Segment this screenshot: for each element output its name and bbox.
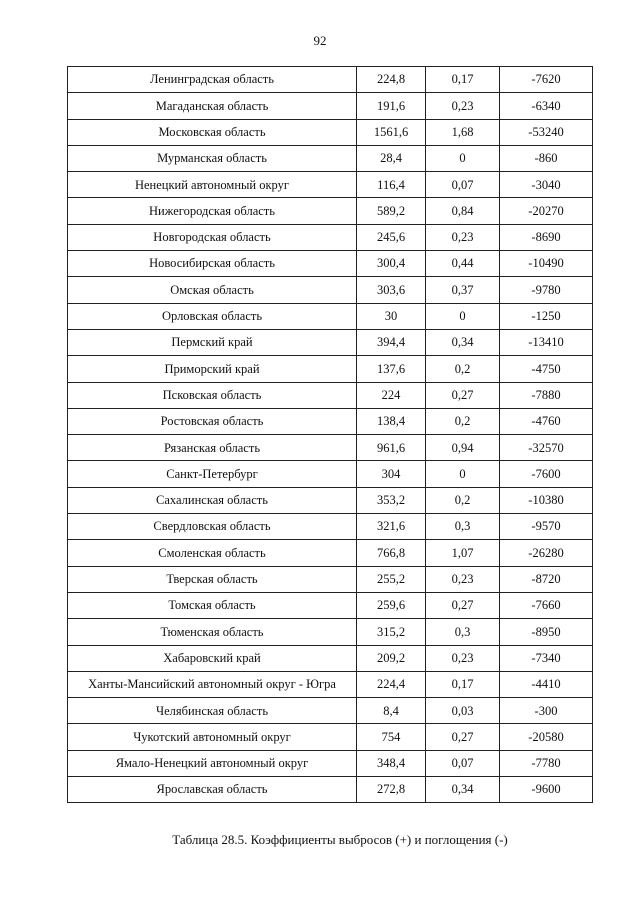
coefficient-cell: 0,27	[426, 724, 500, 750]
table-row	[68, 329, 593, 355]
coefficient-cell: 0,23	[426, 645, 500, 671]
value-cell: 224,8	[357, 67, 426, 93]
coefficient-cell: 0,2	[426, 487, 500, 513]
value-cell: 30	[357, 303, 426, 329]
value-cell: 315,2	[357, 619, 426, 645]
coefficient-cell: 1,07	[426, 540, 500, 566]
balance-cell: -1250	[500, 303, 593, 329]
table-row	[68, 619, 593, 645]
region-cell: Пермский край	[68, 329, 357, 355]
balance-cell: -4750	[500, 356, 593, 382]
coefficient-cell: 0,2	[426, 408, 500, 434]
balance-cell: -13410	[500, 329, 593, 355]
value-cell: 1561,6	[357, 119, 426, 145]
region-cell: Новосибирская область	[68, 251, 357, 277]
balance-cell: -7660	[500, 592, 593, 618]
table-row	[68, 698, 593, 724]
coefficient-cell: 0,44	[426, 251, 500, 277]
balance-cell: -9780	[500, 277, 593, 303]
table-row	[68, 540, 593, 566]
balance-cell: -10490	[500, 251, 593, 277]
coefficient-cell: 0,23	[426, 224, 500, 250]
table-row	[68, 408, 593, 434]
region-cell: Тюменская область	[68, 619, 357, 645]
value-cell: 394,4	[357, 329, 426, 355]
value-cell: 754	[357, 724, 426, 750]
coefficient-cell: 0,3	[426, 619, 500, 645]
value-cell: 8,4	[357, 698, 426, 724]
coefficient-cell: 0,2	[426, 356, 500, 382]
balance-cell: -4410	[500, 671, 593, 697]
table-row	[68, 93, 593, 119]
table-row	[68, 461, 593, 487]
coefficient-cell: 1,68	[426, 119, 500, 145]
coefficient-cell: 0	[426, 461, 500, 487]
table-row	[68, 67, 593, 93]
value-cell: 300,4	[357, 251, 426, 277]
value-cell: 255,2	[357, 566, 426, 592]
region-cell: Сахалинская область	[68, 487, 357, 513]
value-cell: 224	[357, 382, 426, 408]
region-cell: Санкт-Петербург	[68, 461, 357, 487]
coefficient-cell: 0,27	[426, 592, 500, 618]
value-cell: 766,8	[357, 540, 426, 566]
value-cell: 353,2	[357, 487, 426, 513]
balance-cell: -9570	[500, 514, 593, 540]
table-row	[68, 750, 593, 776]
region-cell: Ленинградская область	[68, 67, 357, 93]
table-row	[68, 566, 593, 592]
table-row	[68, 671, 593, 697]
coefficient-cell: 0,07	[426, 172, 500, 198]
balance-cell: -8720	[500, 566, 593, 592]
region-cell: Смоленская область	[68, 540, 357, 566]
balance-cell: -7880	[500, 382, 593, 408]
table-row	[68, 119, 593, 145]
balance-cell: -7620	[500, 67, 593, 93]
coefficient-cell: 0,23	[426, 566, 500, 592]
table-row	[68, 487, 593, 513]
value-cell: 138,4	[357, 408, 426, 434]
value-cell: 191,6	[357, 93, 426, 119]
table-caption: Таблица 28.5. Коэффициенты выбросов (+) и поглощения (-)	[172, 832, 508, 847]
region-cell: Ямало-Ненецкий автономный округ	[68, 750, 357, 776]
region-cell: Ростовская область	[68, 408, 357, 434]
coefficient-cell: 0,23	[426, 93, 500, 119]
page-number: 92	[313, 33, 327, 48]
table-row	[68, 356, 593, 382]
balance-cell: -7340	[500, 645, 593, 671]
data-table	[67, 66, 593, 803]
region-cell: Мурманская область	[68, 145, 357, 171]
coefficient-cell: 0	[426, 145, 500, 171]
balance-cell: -7600	[500, 461, 593, 487]
table-row	[68, 277, 593, 303]
balance-cell: -9600	[500, 777, 593, 803]
table-body	[68, 67, 593, 803]
table-row	[68, 172, 593, 198]
region-cell: Приморский край	[68, 356, 357, 382]
coefficient-cell: 0,03	[426, 698, 500, 724]
coefficient-cell: 0,3	[426, 514, 500, 540]
value-cell: 348,4	[357, 750, 426, 776]
value-cell: 224,4	[357, 671, 426, 697]
coefficient-cell: 0,37	[426, 277, 500, 303]
table-row	[68, 303, 593, 329]
region-cell: Челябинская область	[68, 698, 357, 724]
balance-cell: -10380	[500, 487, 593, 513]
region-cell: Рязанская область	[68, 435, 357, 461]
value-cell: 28,4	[357, 145, 426, 171]
value-cell: 116,4	[357, 172, 426, 198]
balance-cell: -8690	[500, 224, 593, 250]
balance-cell: -26280	[500, 540, 593, 566]
balance-cell: -32570	[500, 435, 593, 461]
table-row	[68, 514, 593, 540]
region-cell: Тверская область	[68, 566, 357, 592]
value-cell: 259,6	[357, 592, 426, 618]
balance-cell: -20580	[500, 724, 593, 750]
table-row	[68, 224, 593, 250]
table-row	[68, 645, 593, 671]
region-cell: Новгородская область	[68, 224, 357, 250]
region-cell: Ненецкий автономный округ	[68, 172, 357, 198]
balance-cell: -8950	[500, 619, 593, 645]
value-cell: 589,2	[357, 198, 426, 224]
region-cell: Омская область	[68, 277, 357, 303]
value-cell: 137,6	[357, 356, 426, 382]
balance-cell: -20270	[500, 198, 593, 224]
coefficient-cell: 0,94	[426, 435, 500, 461]
region-cell: Томская область	[68, 592, 357, 618]
region-cell: Свердловская область	[68, 514, 357, 540]
balance-cell: -3040	[500, 172, 593, 198]
coefficient-cell: 0,07	[426, 750, 500, 776]
table-row	[68, 435, 593, 461]
balance-cell: -4760	[500, 408, 593, 434]
table-row	[68, 198, 593, 224]
value-cell: 303,6	[357, 277, 426, 303]
value-cell: 245,6	[357, 224, 426, 250]
balance-cell: -53240	[500, 119, 593, 145]
coefficient-cell: 0,17	[426, 671, 500, 697]
region-cell: Магаданская область	[68, 93, 357, 119]
coefficient-cell: 0	[426, 303, 500, 329]
coefficient-cell: 0,17	[426, 67, 500, 93]
value-cell: 304	[357, 461, 426, 487]
balance-cell: -300	[500, 698, 593, 724]
balance-cell: -6340	[500, 93, 593, 119]
table-row	[68, 382, 593, 408]
value-cell: 209,2	[357, 645, 426, 671]
table-row	[68, 724, 593, 750]
table-row	[68, 251, 593, 277]
region-cell: Ярославская область	[68, 777, 357, 803]
balance-cell: -860	[500, 145, 593, 171]
region-cell: Чукотский автономный округ	[68, 724, 357, 750]
coefficient-cell: 0,27	[426, 382, 500, 408]
region-cell: Хабаровский край	[68, 645, 357, 671]
region-cell: Орловская область	[68, 303, 357, 329]
value-cell: 321,6	[357, 514, 426, 540]
coefficient-cell: 0,84	[426, 198, 500, 224]
region-cell: Ханты-Мансийский автономный округ - Югра	[68, 671, 357, 697]
balance-cell: -7780	[500, 750, 593, 776]
value-cell: 961,6	[357, 435, 426, 461]
region-cell: Псковская область	[68, 382, 357, 408]
region-cell: Московская область	[68, 119, 357, 145]
coefficient-cell: 0,34	[426, 329, 500, 355]
table-row	[68, 592, 593, 618]
table-row	[68, 145, 593, 171]
coefficient-cell: 0,34	[426, 777, 500, 803]
region-cell: Нижегородская область	[68, 198, 357, 224]
table-row	[68, 777, 593, 803]
value-cell: 272,8	[357, 777, 426, 803]
